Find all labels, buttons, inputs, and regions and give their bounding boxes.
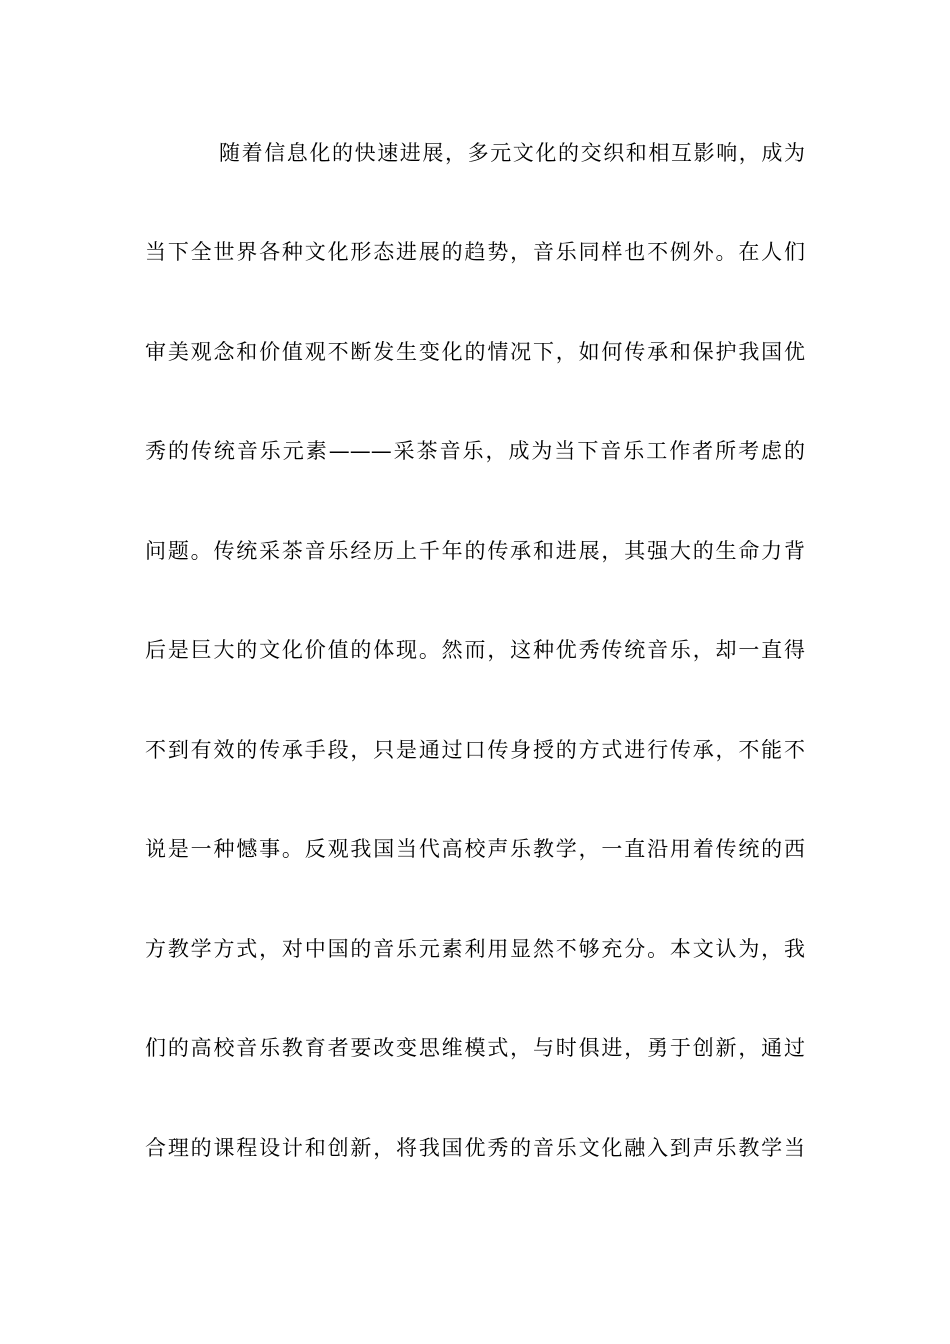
paragraph-line-8: 说是一种憾事。反观我国当代高校声乐教学，一直沿用着传统的西 [145, 837, 805, 861]
paragraph-line-1: 随着信息化的快速进展，多元文化的交织和相互影响，成为 [219, 141, 805, 165]
paragraph-line-11: 合理的课程设计和创新，将我国优秀的音乐文化融入到声乐教学当 [145, 1136, 805, 1160]
paragraph-line-6: 后是巨大的文化价值的体现。然而，这种优秀传统音乐，却一直得 [145, 638, 805, 662]
paragraph-line-5: 问题。传统采茶音乐经历上千年的传承和进展，其强大的生命力背 [145, 539, 805, 563]
paragraph-line-3: 审美观念和价值观不断发生变化的情况下，如何传承和保护我国优 [145, 340, 805, 364]
paragraph-line-4: 秀的传统音乐元素———采茶音乐，成为当下音乐工作者所考虑的 [145, 439, 805, 463]
paragraph-line-7: 不到有效的传承手段，只是通过口传身授的方式进行传承，不能不 [145, 738, 805, 762]
paragraph-line-10: 们的高校音乐教育者要改变思维模式，与时俱进，勇于创新，通过 [145, 1036, 805, 1060]
paragraph-line-2: 当下全世界各种文化形态进展的趋势，音乐同样也不例外。在人们 [145, 240, 805, 264]
paragraph-line-9: 方教学方式，对中国的音乐元素利用显然不够充分。本文认为，我 [145, 937, 805, 961]
